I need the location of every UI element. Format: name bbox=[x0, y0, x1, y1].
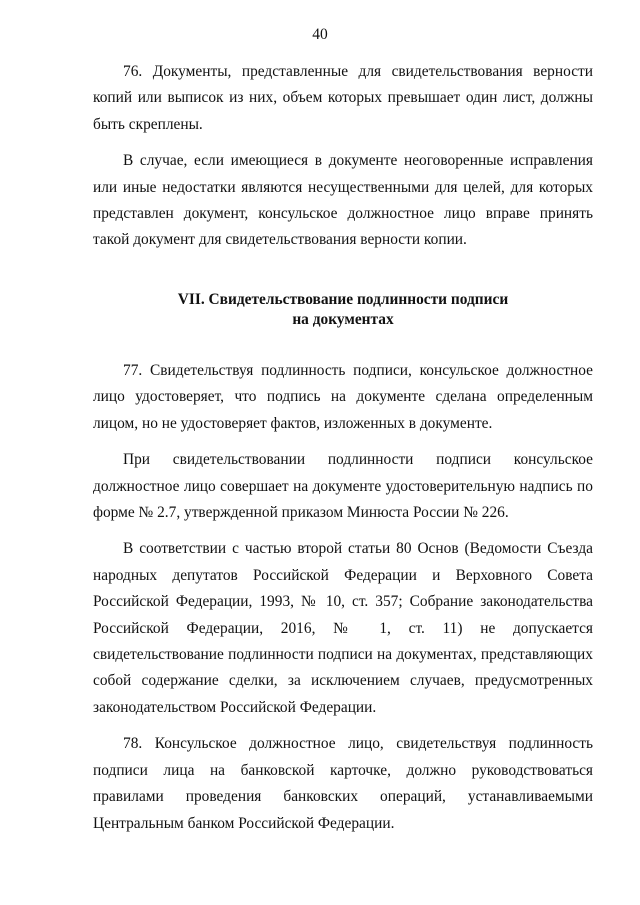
section-heading bbox=[93, 290, 593, 329]
paragraph-77-signature-note: При свидетельствовании подлинности подписи консульское должностное лицо совершает на документе удостоверительную надпись по форме № 2.7, утвержденной приказом Минюста России № 226. bbox=[93, 451, 593, 522]
section-heading-line-2: на документах bbox=[292, 310, 394, 328]
section-heading-line-1: VII. Свидетельствование подлинности подписи bbox=[177, 291, 509, 308]
paragraph-77: 77. Свидетельствуя подлинность подписи, консульское должностное лицо удостоверяет, что подпись на документе сделана определенным лицом, но не удостоверяет фактов, изложенных в документе. bbox=[93, 362, 593, 432]
paragraph-78: 78. Консульское должностное лицо, свидетельствуя подлинность подписи лица на банковской карточке, должно руководствоваться правилами проведения банковских операций, устанавливаемыми Центральным банком Российской Федерации. bbox=[93, 735, 593, 832]
section-paragraphs-bottom bbox=[93, 358, 593, 837]
paragraph-76-continuation: В случае, если имеющиеся в документе неоговоренные исправления или иные недостатки являются несущественными для целей, для которых представлен документ, консульское должностное лицо вправе принять такой документ для свидетельствования верности копии. bbox=[93, 152, 593, 249]
section-paragraphs-top bbox=[93, 59, 593, 254]
page-number: 40 bbox=[312, 26, 328, 43]
paragraph-76: 76. Документы, представленные для свидетельствования верности копий или выписок из них, объем которых превышает один лист, должны быть скреплены. bbox=[93, 63, 593, 133]
paragraph-77-legal-reference: В соответствии с частью второй статьи 80 Основ (Ведомости Съезда народных депутатов Российской Федерации и Верховного Совета Российской Федерации, 1993, № 10, ст. 357; Собрание законодательства Российской Федерации, 2016, № 1, ст. 11) не допускается свидетельствование подлинности подписи на документах, представляющих собой содержание сделки, за исключением случаев, предусмотренных законодательством Российской Федерации. bbox=[93, 540, 593, 716]
